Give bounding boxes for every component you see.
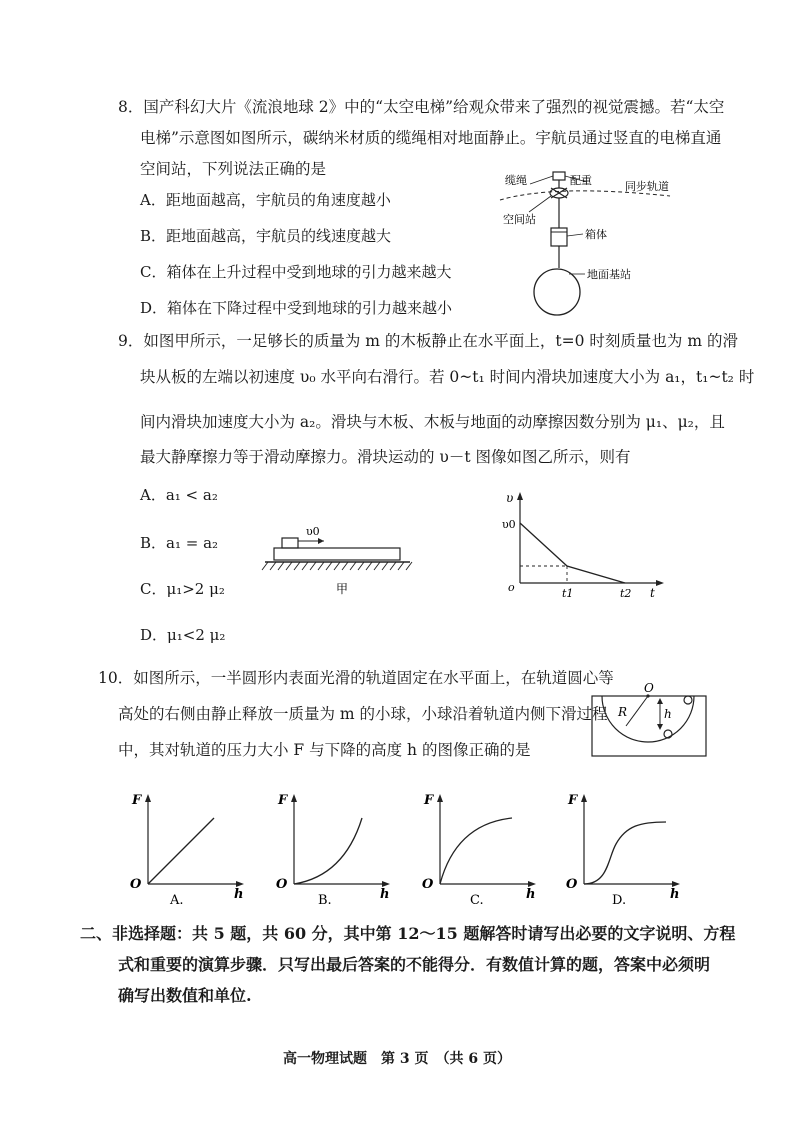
label-box: 箱体 bbox=[585, 228, 607, 241]
section2-line1: 二、非选择题：共 5 题，共 60 分，其中第 12～15 题解答时请写出必要的文字说明、方程 bbox=[80, 924, 736, 943]
q9-option-b: B．a₁ = a₂ bbox=[140, 534, 219, 552]
graph-label-b: B. bbox=[318, 893, 332, 908]
graph-label-d: D. bbox=[612, 893, 627, 908]
q9-line3: 间内滑块加速度大小为 a₂。滑块与木板、木板与地面的动摩擦因数分别为 μ₁、μ₂，且 bbox=[140, 413, 725, 431]
axis-v: υ bbox=[506, 491, 514, 505]
space-elevator-figure bbox=[495, 168, 675, 320]
axis-h: h bbox=[380, 887, 390, 902]
axis-F: F bbox=[568, 793, 578, 808]
q9-line2: 块从板的左端以初速度 υ₀ 水平向右滑行。若 0~t₁ 时间内滑块加速度大小为 a₁，t₁~t₂ 时 bbox=[140, 368, 755, 386]
label-h: h bbox=[664, 707, 672, 721]
label-cable: 缆绳 bbox=[505, 174, 527, 187]
label-base: 地面基站 bbox=[587, 268, 631, 281]
origin-O: O bbox=[130, 877, 142, 892]
axis-F: F bbox=[132, 793, 142, 808]
q8-option-b: B．距地面越高，宇航员的线速度越大 bbox=[140, 227, 392, 245]
q8-line2: 电梯”示意图如图所示，碳纳米材质的缆绳相对地面静止。宇航员通过竖直的电梯直通 bbox=[140, 129, 722, 147]
label-t1: t1 bbox=[562, 587, 574, 600]
q9-option-a: A．a₁ < a₂ bbox=[140, 486, 218, 504]
q8-option-c: C．箱体在上升过程中受到地球的引力越来越大 bbox=[140, 263, 452, 281]
graph-option-c bbox=[420, 788, 548, 908]
axis-F: F bbox=[424, 793, 434, 808]
page-footer: 高一物理试题 第 3 页 （共 6 页） bbox=[283, 1051, 511, 1067]
axis-F: F bbox=[278, 793, 288, 808]
q9-line1: 9．如图甲所示，一足够长的质量为 m 的木板静止在水平面上，t=0 时刻质量也为 m 的滑 bbox=[118, 332, 738, 350]
label-orbit: 同步轨道 bbox=[625, 180, 669, 193]
origin-O: O bbox=[422, 877, 434, 892]
v0-label: υ0 bbox=[306, 525, 320, 538]
graph-option-a bbox=[128, 788, 256, 908]
label-o: o bbox=[508, 581, 515, 594]
vt-graph bbox=[500, 488, 670, 603]
label-v0: υ0 bbox=[502, 518, 516, 531]
section2-line2: 式和重要的演算步骤．只写出最后答案的不能得分．有数值计算的题，答案中必须明 bbox=[118, 955, 711, 974]
axis-t: t bbox=[650, 586, 655, 600]
axis-h: h bbox=[526, 887, 536, 902]
q8-line3: 空间站，下列说法正确的是 bbox=[140, 160, 327, 178]
label-counterweight: 配重 bbox=[570, 174, 592, 187]
label-O: O bbox=[644, 681, 654, 695]
q10-line3: 中，其对轨道的压力大小 F 与下降的高度 h 的图像正确的是 bbox=[118, 741, 531, 759]
section2-line3: 确写出数值和单位. bbox=[118, 986, 252, 1005]
q8-option-d: D．箱体在下降过程中受到地球的引力越来越小 bbox=[140, 299, 453, 317]
label-t2: t2 bbox=[620, 587, 632, 600]
q8-option-a: A．距地面越高，宇航员的角速度越小 bbox=[140, 191, 391, 209]
q9-line4: 最大静摩擦力等于滑动摩擦力。滑块运动的 υ－t 图像如图乙所示，则有 bbox=[140, 448, 631, 466]
q9-option-d: D．μ₁<2 μ₂ bbox=[140, 626, 226, 644]
caption-jia: 甲 bbox=[336, 582, 349, 595]
q9-option-c: C．μ₁>2 μ₂ bbox=[140, 580, 225, 598]
origin-O: O bbox=[566, 877, 578, 892]
graph-option-d bbox=[564, 788, 692, 908]
axis-h: h bbox=[670, 887, 680, 902]
graph-option-b bbox=[274, 788, 402, 908]
q8-line1: 8．国产科幻大片《流浪地球 2》中的“太空电梯”给观众带来了强烈的视觉震撼。若“太空 bbox=[118, 98, 725, 116]
board-slider-figure bbox=[260, 520, 420, 595]
axis-h: h bbox=[234, 887, 244, 902]
label-R: R bbox=[618, 705, 628, 719]
q10-line2: 高处的右侧由静止释放一质量为 m 的小球，小球沿着轨道内侧下滑过程 bbox=[118, 705, 608, 723]
graph-label-c: C. bbox=[470, 893, 484, 908]
origin-O: O bbox=[276, 877, 288, 892]
q10-line1: 10．如图所示，一半圆形内表面光滑的轨道固定在水平面上，在轨道圆心等 bbox=[98, 669, 614, 687]
graph-label-a: A. bbox=[170, 893, 184, 908]
label-station: 空间站 bbox=[503, 213, 536, 226]
semicircle-track-figure bbox=[590, 678, 710, 758]
